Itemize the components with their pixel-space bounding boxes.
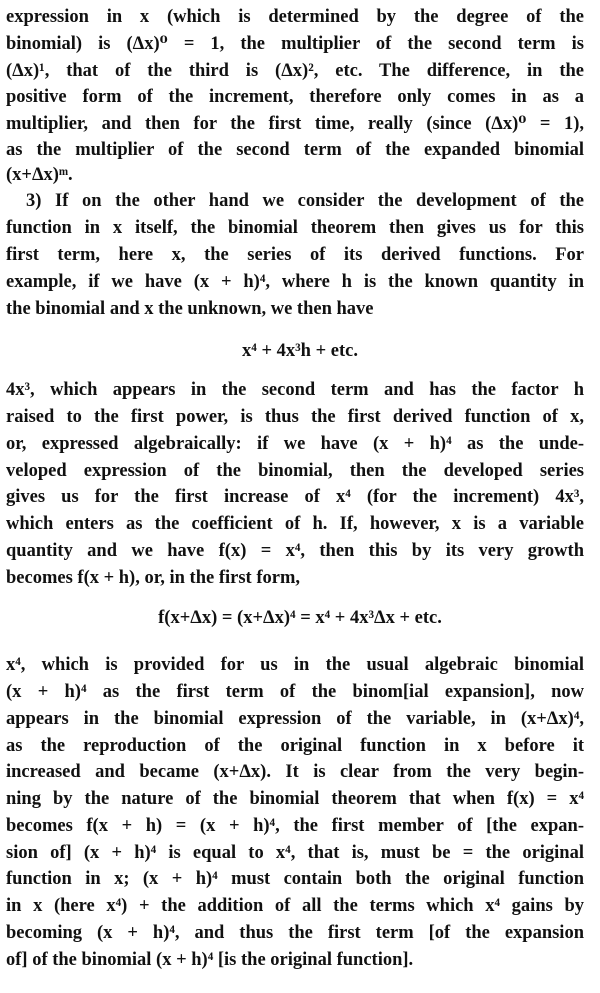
text-line: function in x itself, the binomial theorem then gives us for this: [6, 218, 584, 238]
text-line: first term, here x, the series of its derived functions. For: [6, 245, 584, 265]
text-line: (x+Δx)ᵐ.: [6, 165, 73, 185]
text-line: as the multiplier of the second term of the expanded binomial: [6, 140, 584, 160]
text-line: appears in the binomial expression of the variable, in (x+Δx)⁴,: [6, 709, 584, 729]
text-line: becomes f(x + h), or, in the first form,: [6, 568, 300, 588]
text-line: veloped expression of the binomial, then the developed series: [6, 461, 584, 481]
text-line: increased and became (x+Δx). It is clear from the very begin-: [6, 762, 584, 782]
equation: x⁴ + 4x³h + etc.: [242, 341, 358, 361]
text-line: ning by the nature of the binomial theorem that when f(x) = x⁴: [6, 789, 584, 809]
text-line: multiplier, and then for the first time, really (since (Δx)⁰ = 1),: [6, 114, 584, 134]
text-line: positive form of the increment, therefore only comes in as a: [6, 87, 584, 107]
text-line: binomial) is (Δx)⁰ = 1, the multiplier of the second term is: [6, 34, 584, 54]
text-line: (x + h)⁴ as the first term of the binom[ial expansion], now: [6, 682, 584, 702]
text-line: expression in x (which is determined by the degree of the: [6, 7, 584, 27]
text-line: raised to the first power, is thus the first derived function of x,: [6, 407, 584, 427]
text-line: sion of] (x + h)⁴ is equal to x⁴, that is, must be = the original: [6, 843, 584, 863]
text-line: x⁴, which is provided for us in the usual algebraic binomial: [6, 655, 584, 675]
text-line: as the reproduction of the original function in x before it: [6, 736, 584, 756]
text-line: the binomial and x the unknown, we then have: [6, 299, 374, 319]
text-line: or, expressed algebraically: if we have (x + h)⁴ as the unde-: [6, 434, 584, 454]
text-line: 4x³, which appears in the second term and has the factor h: [6, 380, 584, 400]
equation: f(x+Δx) = (x+Δx)⁴ = x⁴ + 4x³Δx + etc.: [158, 608, 442, 628]
text-line: quantity and we have f(x) = x⁴, then this by its very growth: [6, 541, 584, 561]
text-line: in x (here x⁴) + the addition of all the terms which x⁴ gains by: [6, 896, 584, 916]
text-line: gives us for the first increase of x⁴ (for the increment) 4x³,: [6, 487, 584, 507]
text-line: which enters as the coefficient of h. If, however, x is a variable: [6, 514, 584, 534]
text-line: 3) If on the other hand we consider the development of the: [26, 191, 584, 211]
text-line: function in x; (x + h)⁴ must contain both the original function: [6, 869, 584, 889]
text-line: (Δx)¹, that of the third is (Δx)², etc. The difference, in the: [6, 61, 584, 81]
text-line: of] of the binomial (x + h)⁴ [is the original function].: [6, 950, 414, 970]
text-line: becoming (x + h)⁴, and thus the first term [of the expansion: [6, 923, 584, 943]
text-line: becomes f(x + h) = (x + h)⁴, the first member of [the expan-: [6, 816, 584, 836]
text-line: example, if we have (x + h)⁴, where h is the known quantity in: [6, 272, 584, 292]
